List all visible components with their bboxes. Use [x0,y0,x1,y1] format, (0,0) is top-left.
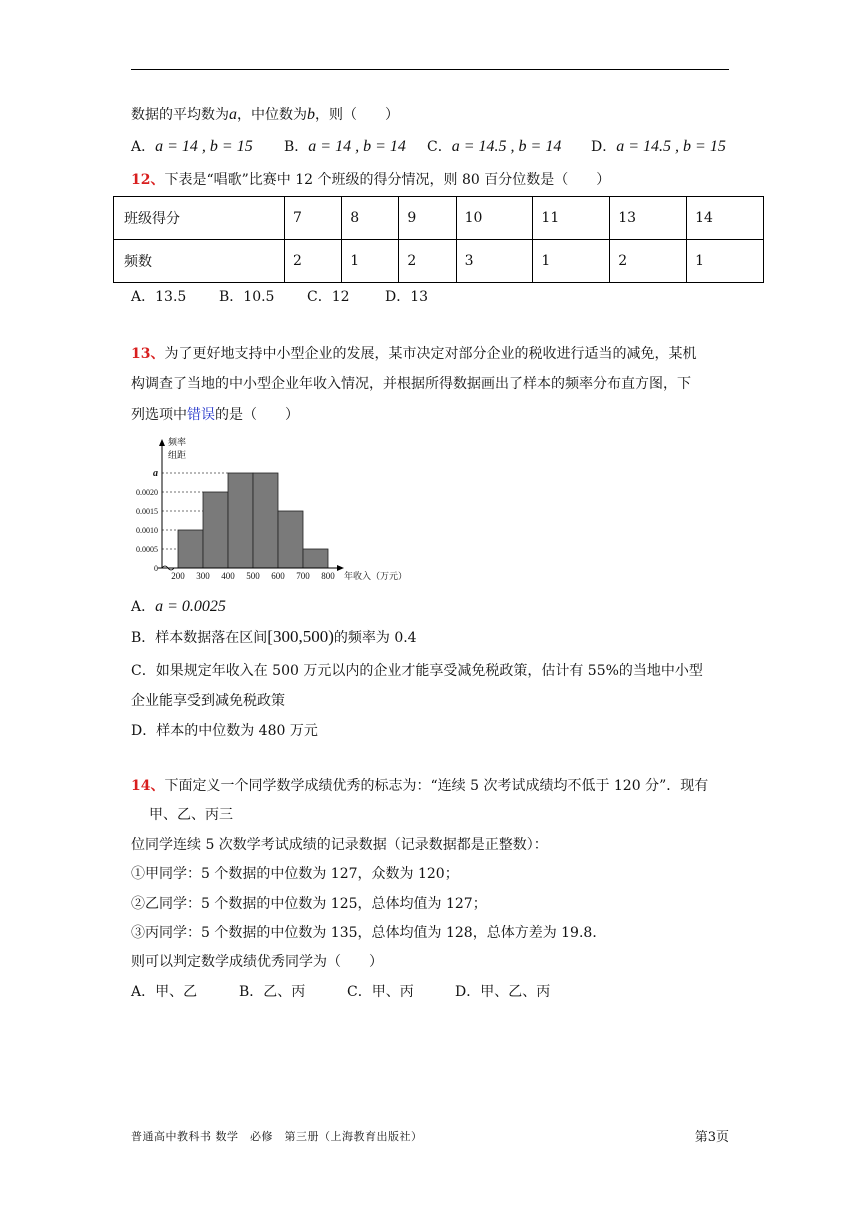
y-tick-label: 0 [154,564,158,573]
y-axis-label-bottom: 组距 [168,450,187,460]
table-header-frequency: 频数 [114,240,285,283]
histogram-bar [203,492,228,568]
table-cell: 9 [399,197,456,240]
table-cell: 1 [342,240,399,283]
x-tick-label: 800 [321,571,335,581]
q13-option-a[interactable]: A．a = 0.0025 [131,598,226,615]
x-tick-label: 400 [221,571,235,581]
q12-stem [131,169,610,189]
page-number: 第3页 [694,1130,729,1145]
table-cell: 2 [610,240,687,283]
q11-stem-continued [131,104,399,124]
q14-options [131,981,550,1001]
q14-condition-1: ①甲同学：5 个数据的中位数为 127，众数为 120； [131,866,459,882]
footer-book-title: 普通高中教科书 数学 必修 第三册（上海教育出版社） [131,1130,423,1143]
table-cell: 2 [399,240,456,283]
q13-option-b[interactable]: B．样本数据落在区间[300,500)的频率为 0.4 [131,627,417,646]
q14-stem-line1: 14、下面定义一个同学数学成绩优秀的标志为：“连续 5 次考试成绩均不低于 120 分”．现有 [131,778,709,794]
q11-var-b: b [307,106,315,123]
table-cell: 8 [342,197,399,240]
table-header-score: 班级得分 [114,197,285,240]
header-rule [131,69,729,70]
q12-option-d[interactable]: D．13 [385,289,429,305]
q14-option-a[interactable]: A．甲、乙 [131,984,198,1000]
y-tick-label: 0.0010 [136,526,158,535]
x-tick-label: 500 [246,571,260,581]
q14-question: 则可以判定数学成绩优秀同学为（ ） [131,954,383,970]
table-cell: 3 [456,240,533,283]
table-cell: 7 [285,197,342,240]
table-cell: 14 [687,197,764,240]
q14-stem-line3: 位同学连续 5 次数学考试成绩的记录数据（记录数据都是正整数）： [131,837,548,853]
q11-text: 数据的平均数为 [131,107,229,123]
q11-option-b[interactable]: B．a = 14 , b = 14 [284,138,406,155]
table-cell: 11 [533,197,610,240]
q13-number: 13、 [131,346,165,362]
q13-option-c-cont: 企业能享受到减免税政策 [131,693,285,709]
x-tick-label: 700 [296,571,310,581]
q12-option-c[interactable]: C．12 [307,289,350,305]
table-cell: 1 [687,240,764,283]
histogram-bar [253,473,278,568]
q14-option-d[interactable]: D．甲、乙、丙 [455,984,551,1000]
x-tick-label: 600 [271,571,285,581]
q12-options [131,286,428,306]
q14-option-c[interactable]: C．甲、丙 [347,984,414,1000]
frequency-histogram [128,436,418,582]
y-tick-label: 0.0020 [136,488,158,497]
q14-stem-line2: 甲、乙、丙三 [149,807,233,823]
q12-option-b[interactable]: B．10.5 [219,289,275,305]
q14-number: 14、 [131,778,165,794]
x-tick-label: 300 [196,571,210,581]
table-cell: 2 [285,240,342,283]
y-tick-label: 0.0015 [136,507,158,516]
q13-option-c[interactable]: C．如果规定年收入在 500 万元以内的企业才能享受减免税政策，估计有 55%的当地中小型 [131,663,703,679]
q14-option-b[interactable]: B．乙、丙 [239,984,306,1000]
histogram-bar [303,549,328,568]
table-row [114,197,764,240]
q12-option-a[interactable]: A．13.5 [131,289,187,305]
q13-stem-line3: 列选项中错误的是（ ） [131,407,299,423]
q11-var-a: a [229,106,237,123]
x-tick-label: 200 [171,571,185,581]
q11-text-mid: ，中位数为 [237,107,307,123]
q11-options [131,136,726,156]
q13-stem-line2: 构调查了当地的中小型企业年收入情况，并根据所得数据画出了样本的频率分布直方图，下 [131,376,691,392]
q13-emphasis: 错误 [187,407,215,423]
histogram-bar [278,511,303,568]
y-tick-label: 0.0005 [136,545,158,554]
q12-number: 12、 [131,172,165,188]
table-cell: 13 [610,197,687,240]
histogram-bar [228,473,253,568]
y-axis-label-top: 频率 [168,437,187,447]
histogram-bar [178,530,203,568]
q11-text-end: ，则（ ） [315,107,399,123]
q12-text: 下表是“唱歌”比赛中 12 个班级的得分情况，则 80 百分位数是（ ） [164,172,611,188]
q11-option-d[interactable]: D．a = 14.5 , b = 15 [591,138,726,155]
x-axis-label: 年收入（万元） [344,571,408,581]
q11-option-c[interactable]: C．a = 14.5 , b = 14 [427,138,562,155]
q14-condition-2: ②乙同学：5 个数据的中位数为 125，总体均值为 127； [131,896,487,912]
table-row [114,240,764,283]
q13-option-d[interactable]: D．样本的中位数为 480 万元 [131,723,318,739]
y-tick-label: a [153,468,158,479]
q13-stem-line1: 13、为了更好地支持中小型企业的发展，某市决定对部分企业的税收进行适当的减免，某机 [131,346,697,362]
table-cell: 10 [456,197,533,240]
q12-score-table [113,196,764,283]
q11-option-a[interactable]: A．a = 14 , b = 15 [131,138,253,155]
q14-condition-3: ③丙同学：5 个数据的中位数为 135，总体均值为 128，总体方差为 19.8． [131,925,607,941]
table-cell: 1 [533,240,610,283]
